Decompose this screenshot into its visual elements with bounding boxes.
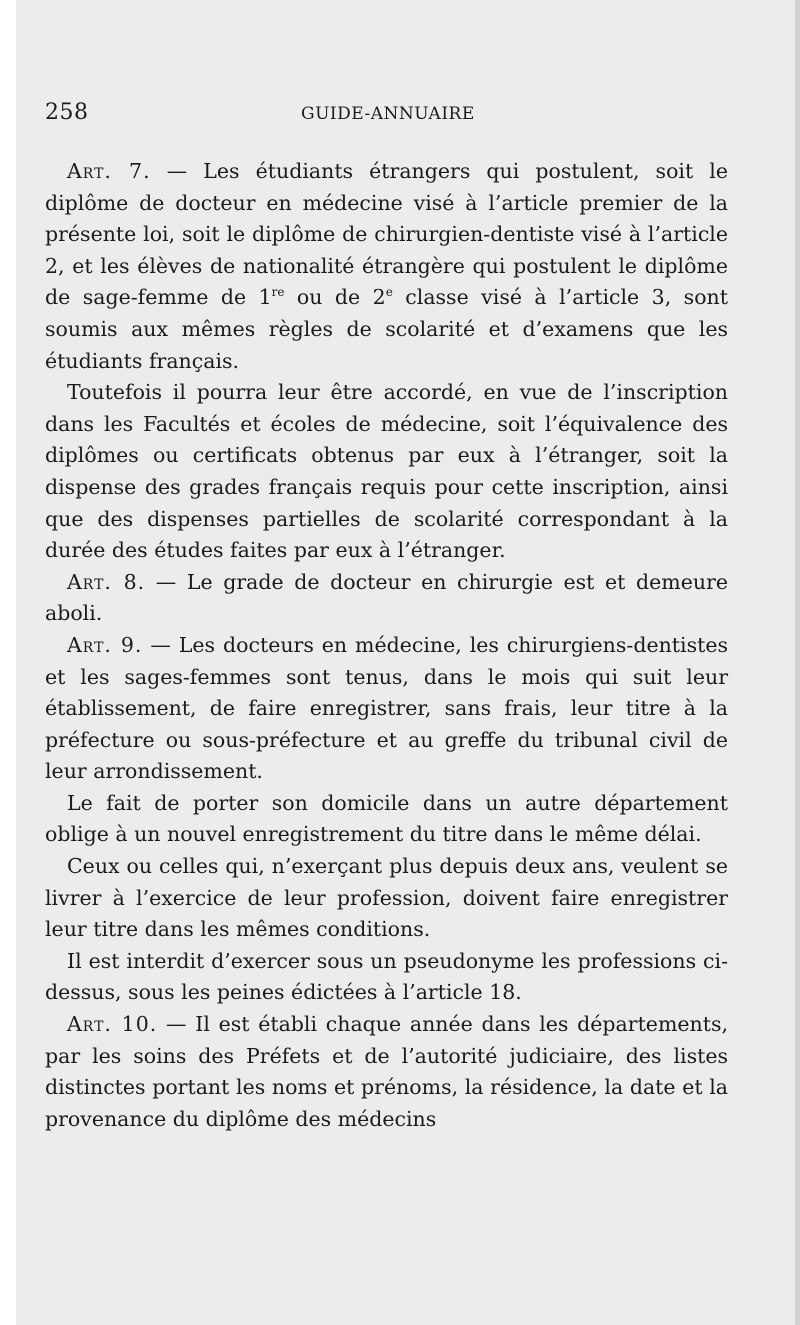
paragraph-text: classe visé à l’article 3, sont soumis aux mêmes règles de scolarité et d’examens que les étudiants français. (45, 285, 728, 373)
scan-margin-left (0, 0, 16, 1325)
paragraph-ceux-ou-celles (45, 851, 728, 946)
article-label: Art. 10. (67, 1012, 158, 1037)
paragraph-toutefois (45, 377, 728, 567)
body-text (45, 156, 728, 1135)
paragraph-text: Toutefois il pourra leur être accordé, en vue de l’inscription dans les Facultés et écoles de médecine, soit l’équivalence des diplômes ou certificats obtenus par eux à l’étranger, soit la dispense des grades français requis pour cette inscription, ainsi que des dispenses partielles de scolarité correspondant à la durée des études faites par eux à l’étranger. (45, 380, 728, 563)
paragraph-pseudonyme (45, 946, 728, 1009)
paragraph-domicile (45, 788, 728, 851)
paragraph-text: ou de 2 (284, 285, 386, 310)
paragraph-text: — Les étudiants étrangers qui postulent, soit le diplôme de docteur en médecine visé à l’article premier de la présente loi, soit le diplôme de chirurgien-dentiste visé à l’article 2, et les élèves de nationalité étrangère qui postulent le diplôme de sage-femme de (45, 159, 728, 310)
paragraph-text: Le fait de porter son domicile dans un autre département oblige à un nouvel enregistrement du titre dans le même délai. (45, 790, 728, 847)
scan-margin-right (795, 0, 800, 1325)
page-number: 258 (45, 100, 89, 125)
superscript: re (271, 285, 285, 300)
paragraph-art-8 (45, 567, 728, 630)
superscript: e (385, 285, 393, 300)
running-title: GUIDE-ANNUAIRE (301, 104, 475, 124)
article-label: Art. 9. (67, 632, 143, 657)
running-head (45, 100, 745, 132)
paragraph-text: — Il est établi chaque année dans les départements, par les soins des Préfets et de l’autorité judiciaire, des listes distinctes portant les noms et prénoms, la résidence, la date et la provenance du diplôme des médecins (45, 1012, 728, 1131)
class-number: 1 (258, 285, 272, 310)
article-label: Art. 7. (67, 159, 151, 183)
paragraph-text: Ceux ou celles qui, n’exerçant plus depuis deux ans, veulent se livrer à l’exercice de leur profession, doivent faire enregistrer leur titre dans les mêmes conditions. (45, 854, 728, 942)
paragraph-text: — Les docteurs en médecine, les chirurgiens-dentistes et les sages-femmes sont tenus, dans le mois qui suit leur établissement, de faire enregistrer, sans frais, leur titre à la préfecture ou sous-préfecture et au greffe du tribunal civil de leur arrondissement. (45, 632, 728, 784)
paragraph-art-7 (45, 156, 728, 377)
article-label: Art. 8. (67, 569, 146, 594)
paragraph-art-10 (45, 1009, 728, 1135)
paragraph-art-9 (45, 630, 728, 788)
paragraph-text: Il est interdit d’exercer sous un pseudonyme les professions ci-dessus, sous les peines édictées à l’article 18. (45, 948, 728, 1005)
paragraph-text: — Le grade de docteur en chirurgie est et demeure aboli. (45, 569, 728, 626)
